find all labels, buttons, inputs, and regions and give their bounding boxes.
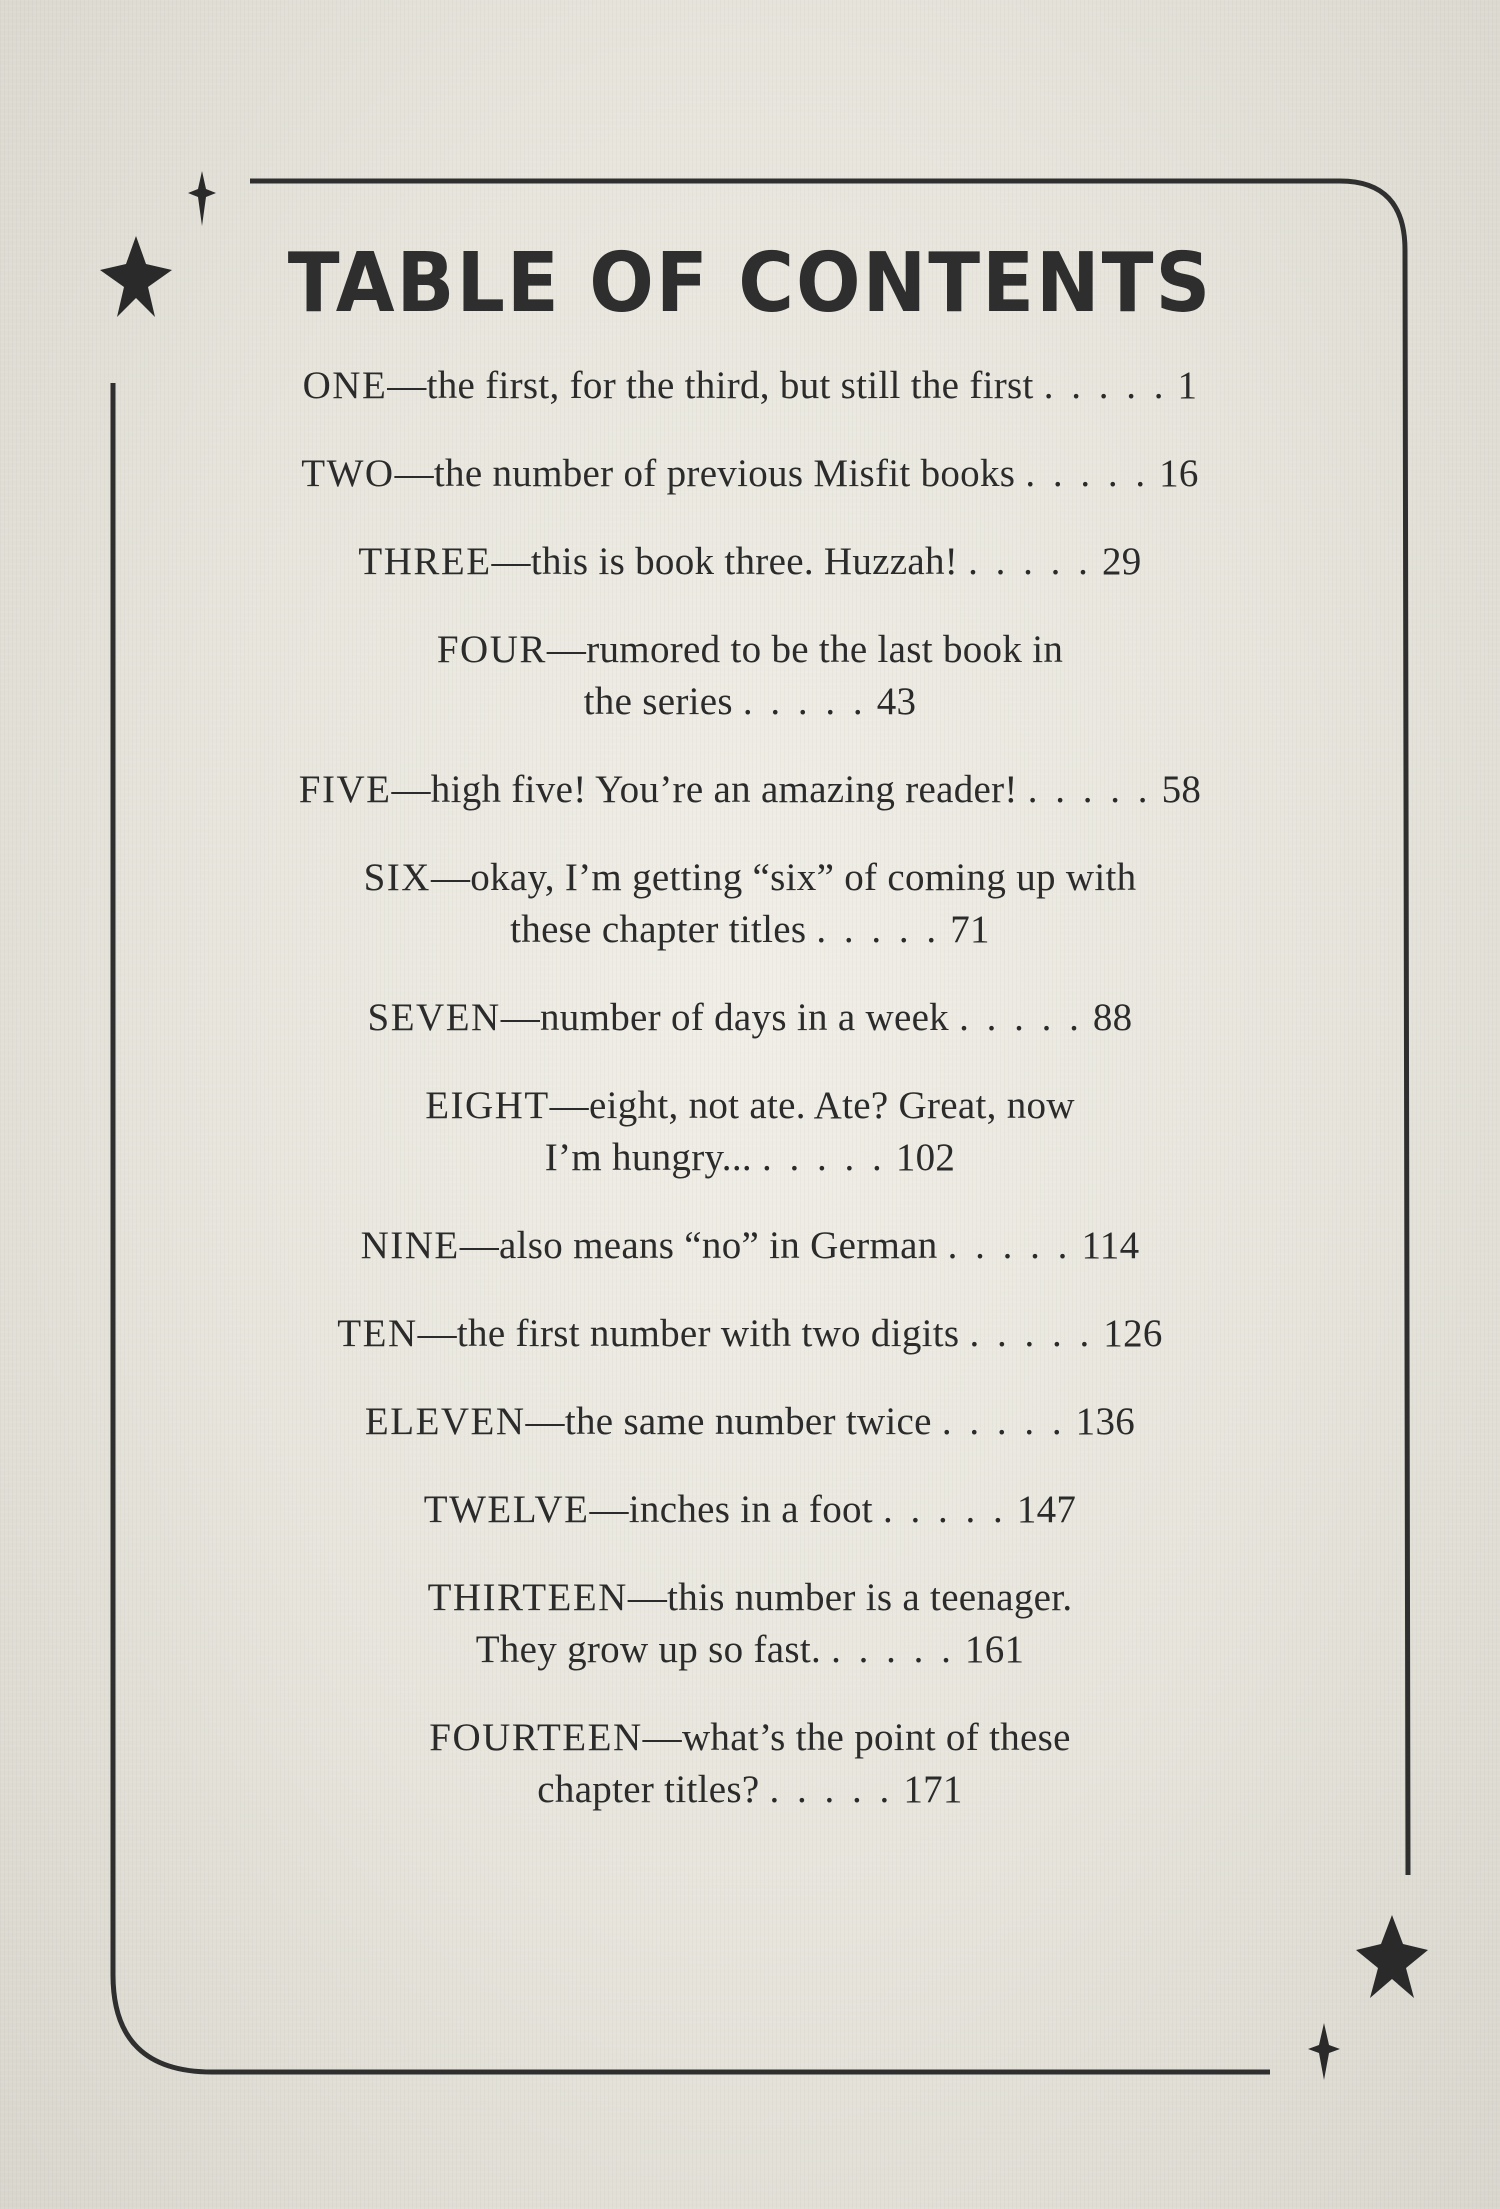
chapter-title: the number of previous Misfit books [433, 452, 1016, 495]
dot-leader: . . . . . [816, 908, 941, 951]
chapter-number: FOURTEEN [429, 1716, 643, 1759]
chapter-title: number of days in a week [540, 996, 949, 1039]
em-dash: — [387, 364, 427, 407]
page-number: 102 [895, 1136, 956, 1179]
chapter-number: SIX [363, 856, 431, 899]
toc-entry-ten [180, 1308, 1320, 1396]
chapter-title-continued: I’m hungry... [544, 1136, 752, 1179]
page-number: 136 [1075, 1400, 1136, 1443]
toc-entry-eleven [180, 1396, 1320, 1484]
dot-leader: . . . . . [947, 1224, 1072, 1267]
page-number: 126 [1103, 1312, 1163, 1355]
entry-tail [932, 1400, 1135, 1443]
page-number: 29 [1101, 540, 1142, 583]
dot-leader: . . . . . [769, 1768, 894, 1811]
entry-line [180, 904, 1320, 956]
chapter-number: THREE [358, 540, 492, 583]
chapter-title: okay, I’m getting “six” of coming up with [470, 856, 1137, 899]
toc-entry-six [180, 852, 1320, 992]
chapter-title: also means “no” in German [499, 1224, 938, 1267]
em-dash: — [525, 1400, 565, 1443]
chapter-title: the same number twice [564, 1400, 932, 1443]
small-star-icon [1308, 2023, 1340, 2080]
em-dash: — [642, 1716, 682, 1759]
page-number: 88 [1092, 996, 1133, 1039]
small-star-icon [188, 171, 216, 226]
dot-leader: . . . . . [762, 1136, 886, 1179]
em-dash: — [459, 1224, 500, 1267]
entry-tail [1015, 452, 1198, 495]
page-number: 161 [964, 1628, 1025, 1671]
entry-line [180, 1220, 1320, 1272]
entry-line [180, 676, 1320, 728]
entry-tail [1018, 768, 1201, 811]
dot-leader: . . . . . [883, 1488, 1007, 1531]
chapter-title-continued: chapter titles? [537, 1768, 760, 1811]
page-number: 1 [1177, 364, 1198, 407]
chapter-number: ONE [302, 364, 388, 407]
entry-line [180, 536, 1320, 588]
chapter-number: ELEVEN [364, 1400, 526, 1443]
entry-line [180, 448, 1320, 500]
chapter-number: FOUR [436, 628, 547, 671]
dot-leader: . . . . . [969, 1312, 1094, 1355]
em-dash: — [417, 1312, 457, 1355]
entry-tail [959, 1312, 1162, 1355]
chapter-title: inches in a foot [628, 1488, 873, 1531]
entry-tail [1034, 364, 1198, 407]
entry-line [180, 360, 1320, 412]
entry-tail [958, 540, 1141, 583]
page-number: 114 [1081, 1224, 1140, 1267]
entry-tail [938, 1224, 1140, 1267]
chapter-title: eight, not ate. Ate? Great, now [588, 1084, 1075, 1127]
entry-line [180, 1624, 1320, 1676]
entry-tail [806, 908, 989, 951]
toc-entry-fourteen [180, 1712, 1320, 1852]
toc-list [180, 360, 1320, 1852]
em-dash: — [589, 1488, 629, 1531]
chapter-title: this number is a teenager. [667, 1576, 1073, 1619]
em-dash: — [394, 452, 434, 495]
toc-entry-eight [180, 1080, 1320, 1220]
entry-tail [949, 996, 1132, 1039]
toc-entry-nine [180, 1220, 1320, 1308]
chapter-title: high five! You’re an amazing reader! [430, 768, 1018, 811]
chapter-number: TEN [337, 1312, 418, 1355]
dot-leader: . . . . . [742, 680, 867, 723]
entry-line [180, 992, 1320, 1044]
chapter-number: SEVEN [367, 996, 501, 1039]
entry-line [180, 1308, 1320, 1360]
em-dash: — [391, 768, 431, 811]
toc-entry-three [180, 536, 1320, 624]
entry-line [180, 1484, 1320, 1536]
chapter-title-continued: the series [583, 680, 733, 723]
toc-entry-five [180, 764, 1320, 852]
chapter-number: NINE [360, 1224, 460, 1267]
page-number: 71 [950, 908, 990, 951]
toc-entry-seven [180, 992, 1320, 1080]
entry-line [180, 624, 1320, 676]
chapter-title: rumored to be the last book in [586, 628, 1064, 671]
entry-line [180, 764, 1320, 816]
chapter-title: what’s the point of these [681, 1716, 1071, 1759]
chapter-title-continued: these chapter titles [510, 908, 807, 951]
entry-line [180, 1712, 1320, 1764]
em-dash: — [430, 856, 471, 899]
page-number: 171 [903, 1768, 963, 1811]
chapter-number: THIRTEEN [427, 1576, 628, 1619]
dot-leader: . . . . . [1043, 364, 1168, 407]
chapter-title-continued: They grow up so fast. [475, 1628, 822, 1671]
page-number: 58 [1161, 768, 1202, 811]
toc-entry-thirteen [180, 1572, 1320, 1712]
dot-leader: . . . . . [941, 1400, 1066, 1443]
entry-tail [733, 680, 916, 723]
page-number: 16 [1159, 452, 1199, 495]
dot-leader: . . . . . [831, 1628, 955, 1671]
entry-tail [759, 1768, 962, 1811]
chapter-number: FIVE [298, 768, 392, 811]
chapter-number: EIGHT [425, 1084, 550, 1127]
entry-tail [752, 1136, 955, 1179]
dot-leader: . . . . . [1025, 452, 1150, 495]
page-title: TABLE OF CONTENTS [287, 234, 1213, 331]
chapter-number: TWO [301, 452, 395, 495]
toc-entry-two [180, 448, 1320, 536]
chapter-title: the first, for the third, but still the first [426, 364, 1034, 407]
dot-leader: . . . . . [968, 540, 1092, 583]
dot-leader: . . . . . [1027, 768, 1152, 811]
em-dash: — [549, 1084, 589, 1127]
entry-line [180, 852, 1320, 904]
em-dash: — [546, 628, 587, 671]
chapter-title: the first number with two digits [456, 1312, 960, 1355]
toc-entry-four [180, 624, 1320, 764]
entry-line [180, 1396, 1320, 1448]
page-number: 147 [1016, 1488, 1077, 1531]
em-dash: — [500, 996, 540, 1039]
entry-line [180, 1132, 1320, 1184]
chapter-number: TWELVE [423, 1488, 590, 1531]
star-icon [1356, 1915, 1428, 1998]
entry-line [180, 1572, 1320, 1624]
dot-leader: . . . . . [959, 996, 1083, 1039]
entry-tail [821, 1628, 1024, 1671]
em-dash: — [627, 1576, 668, 1619]
entry-tail [873, 1488, 1076, 1531]
chapter-title: this is book three. Huzzah! [530, 540, 959, 583]
entry-line [180, 1764, 1320, 1816]
em-dash: — [491, 540, 531, 583]
toc-entry-one [180, 360, 1320, 448]
toc-entry-twelve [180, 1484, 1320, 1572]
page-number: 43 [876, 680, 917, 723]
entry-line [180, 1080, 1320, 1132]
